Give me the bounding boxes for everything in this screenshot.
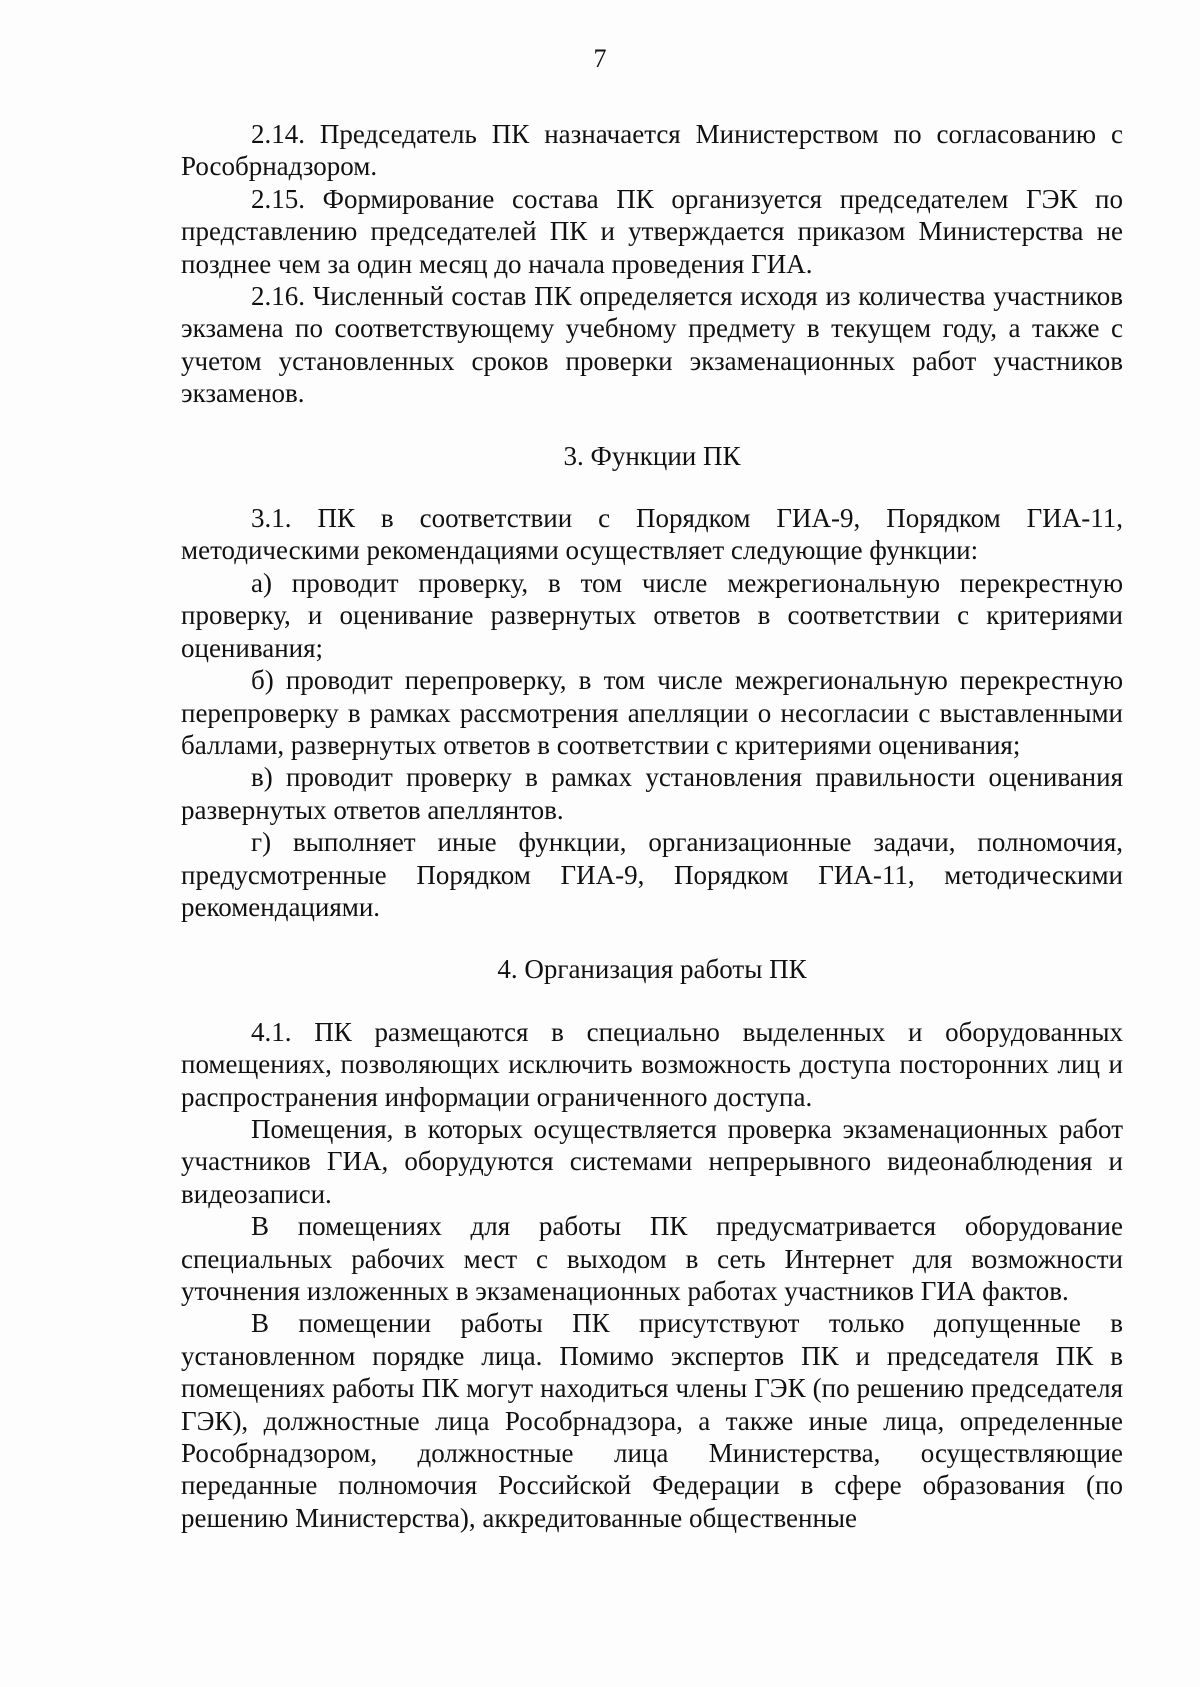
paragraph-4-1-persons: В помещении работы ПК присутствуют только допущенные в установленном порядке лица. Помимо экспертов ПК и председателя ПК в помещениях работы ПК могут находиться члены ГЭК (по решению председателя ГЭК), должностные лица Рособрнадзора, а также иные лица, определенные Рособрнадзором, должностные лица Министерства, осуществляющие переданные полномочия Российской Федерации в сфере образования (по решению Министерства), аккредитованные общественные	[181, 1308, 1123, 1533]
paragraph-3-1-g: г) выполняет иные функции, организационные задачи, полномочия, предусмотренные Порядком ГИА-9, Порядком ГИА-11, методическими рекомендациями.	[181, 827, 1123, 922]
section-3-heading: 3. Функции ПК	[563, 440, 741, 471]
section-4-heading: 4. Организация работы ПК	[497, 954, 807, 985]
paragraph-2-16: 2.16. Численный состав ПК определяется исходя из количества участников экзамена по соответствующему учебному предмету в текущем году, а также с учетом установленных сроков проверки экзаменационных работ участников экзаменов.	[181, 281, 1123, 409]
document-body	[181, 118, 1123, 1534]
paragraph-4-1-internet: В помещениях для работы ПК предусматривается оборудование специальных рабочих мест с выходом в сеть Интернет для возможности уточнения изложенных в экзаменационных работах участников ГИА фактов.	[181, 1211, 1123, 1306]
paragraph-3-1-v: в) проводит проверку в рамках установления правильности оценивания развернутых ответов апеллянтов.	[181, 762, 1123, 825]
paragraph-3-1: 3.1. ПК в соответствии с Порядком ГИА-9, Порядком ГИА-11, методическими рекомендациями осуществляет следующие функции:	[181, 503, 1123, 566]
page-number: 7	[593, 44, 607, 73]
paragraph-4-1: 4.1. ПК размещаются в специально выделенных и оборудованных помещениях, позволяющих исключить возможность доступа посторонних лиц и распространения информации ограниченного доступа.	[181, 1016, 1123, 1112]
paragraph-3-1-a: а) проводит проверку, в том числе межрегиональную перекрестную проверку, и оценивание развернутых ответов в соответствии с критериями оценивания;	[181, 567, 1123, 663]
paragraph-3-1-b: б) проводит перепроверку, в том числе межрегиональную перекрестную перепроверку в рамках рассмотрения апелляции о несогласии с выставленными баллами, развернутых ответов в соответствии с критериями оценивания;	[181, 665, 1123, 760]
paragraph-2-15: 2.15. Формирование состава ПК организуется председателем ГЭК по представлению председателей ПК и утверждается приказом Министерства не позднее чем за один месяц до начала проведения ГИА.	[181, 183, 1123, 279]
paragraph-2-14: 2.14. Председатель ПК назначается Министерством по согласованию с Рособрнадзором.	[181, 119, 1123, 182]
paragraph-4-1-rooms: Помещения, в которых осуществляется проверка экзаменационных работ участников ГИА, оборудуются системами непрерывного видеонаблюдения и видеозаписи.	[181, 1113, 1123, 1209]
